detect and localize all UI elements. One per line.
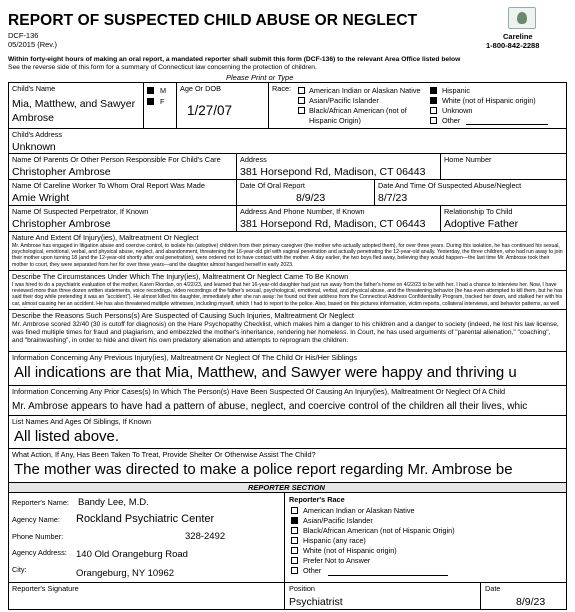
- date-value[interactable]: 8/9/23: [516, 596, 546, 608]
- reporter-race-white-checkbox[interactable]: [291, 547, 298, 554]
- age-label: Age Or DOB: [180, 84, 221, 93]
- reporter-race-label: Reporter's Race: [289, 495, 345, 504]
- reasons-label: Describe the Reasons Such Persons(s) Are Suspected of Causing Such Injuries, Maltreatment Or Neglect: [12, 311, 354, 320]
- print-note: Please Print or Type: [226, 73, 294, 82]
- sex-m-label: M: [160, 86, 167, 95]
- signature-field[interactable]: [12, 594, 278, 608]
- reporter-race-amind-checkbox[interactable]: [291, 507, 298, 514]
- reporter-race-black-checkbox[interactable]: [291, 527, 298, 534]
- circumstances-label: Describe The Circumstances Under Which The Injury(ies), Maltreatment Or Neglect Came To Be Known: [12, 272, 349, 281]
- sex-f-label: F: [160, 97, 165, 106]
- child-address-value[interactable]: Unknown: [12, 141, 56, 153]
- reporter-race-other-checkbox[interactable]: [291, 567, 298, 574]
- nature-text[interactable]: Mr. Ambrose has engaged in litigation abuse and coercive control, to isolate his (adoptive) children from their primary caregiver (the mother who actually adopted them), for over three years. During this isolation, he has continued his sexual, psychological, emotional, verbal, and physical abuse, neglect, and abandonment, threatening the 16-year-old girl with vaginal penetration and actually penetrating the 12-year-old anally. Yesterday, the three children, who had run away to join their mother upon turning 18 (and the 12-year-old shortly after oral penetration), were ordered not to have contact with the mother. A day earlier, the two boys fled away, believing they would happen—the last time Mr. Ambrose took their mother to court, they were separated from her for over three years—and the daughter almost hanged herself in early 2023.: [12, 243, 563, 268]
- sex-f-checkbox[interactable]: [147, 98, 154, 105]
- reporter-race-white-label: White (not of Hispanic origin): [303, 546, 397, 555]
- perpetrator-address-value[interactable]: 381 Horsepond Rd, Madison, CT 06443: [240, 218, 426, 230]
- race-hispanic-checkbox[interactable]: [430, 87, 437, 94]
- relationship-value[interactable]: Adoptive Father: [444, 218, 519, 230]
- race-hispanic-label: Hispanic: [442, 86, 470, 95]
- race-asian-label: Asian/Pacific Islander: [309, 96, 379, 105]
- previous-label: Information Concerning Any Previous Injury(ies), Maltreatment Or Neglect Of The Child Or His/Her Siblings: [12, 353, 357, 362]
- action-label: What Action, If Any, Has Been Taken To Treat, Provide Shelter Or Otherwise Assist The Child?: [12, 450, 316, 459]
- reporter-race-prefer-not-label: Prefer Not to Answer: [303, 556, 371, 565]
- careline-worker-value[interactable]: Amie Wright: [12, 192, 69, 204]
- reporter-race-prefer-not-checkbox[interactable]: [291, 557, 298, 564]
- home-number-label: Home Number: [444, 155, 492, 164]
- agency-name-value[interactable]: Rockland Psychiatric Center: [76, 513, 215, 525]
- prior-cases-label: Information Concerning Any Prior Cases(s) In Which The Person(s) Have Been Suspected Of Causing An Injury(ies), Maltreatment Or Neglect Of A Child: [12, 387, 506, 396]
- previous-text[interactable]: All indications are that Mia, Matthew, and Sawyer were happy and thriving u: [14, 364, 517, 381]
- form-revision: 05/2015 (Rev.): [8, 40, 58, 49]
- reasons-text[interactable]: Mr. Ambrose scored 32/40 (30 is cutoff for diagnosis) on the Hare Psychopathy Checklist, which makes him a danger to his children and a danger to society (indeed, he lost his law license, was fined multiple times for fraud and plagiarism, and embezzled the mother's inheritance, rendering her homeless. In Court, he has used arguments of "parental alienation," "coaching", and "brainwashing", in order to hide and divert his own predatory alienation and attempts to reprogram the children.: [12, 321, 559, 345]
- reporter-name-label: Reporter's Name:: [12, 498, 69, 507]
- nature-label: Nature And Extent Of Injury(ies), Maltreatment Or Neglect: [12, 233, 199, 242]
- parents-label: Name Of Parents Or Other Person Responsible For Child's Care: [12, 155, 221, 164]
- reporter-race-hispanic-label: Hispanic (any race): [303, 536, 366, 545]
- city-label: City:: [12, 565, 27, 574]
- reporter-race-other-label: Other: [303, 566, 322, 575]
- action-text[interactable]: The mother was directed to make a police report regarding Mr. Ambrose be: [14, 461, 513, 478]
- child-names-line1[interactable]: Mia, Matthew, and Sawyer: [12, 98, 136, 110]
- siblings-label: List Names And Ages Of Siblings, If Known: [12, 417, 152, 426]
- race-black-label-cont: Hispanic Origin): [309, 116, 361, 125]
- parents-address-value[interactable]: 381 Horsepond Rd, Madison, CT 06443: [240, 166, 426, 178]
- abuse-date-value[interactable]: 8/7/23: [378, 192, 408, 204]
- perpetrator-address-label: Address And Phone Number, If Known: [240, 207, 365, 216]
- reporter-race-hispanic-checkbox[interactable]: [291, 537, 298, 544]
- circumstances-text[interactable]: I was hired to do a psychiatric evaluation of the mother, Karen Riordan, on 4/22/23, and learned that her 16-year-old daughter had just run away from the father's home on 4/22/23 to be with her. I had a chance to interview her. Now, I have reviewed more than three dozen written statements, voice recordings, video recordings of the father's sexual, psychological, emotional, verbal, and physical abuse, and the threatening behavior (he has even attempted to kill them, but he has said their dog while pretending it was an "accident"). He almost killed his daughter, immediately after she ran away: he found out their address from the Connecticut Address Confidentiality Program, tracked her down, and stalked her with his car, almost causing her an accident. He has also threatened multiple witnesses, including myself, which I had to report to the police. Also, based on this pictures information, victim reports, collateral interviews, and behavior patterns, as well: [12, 282, 563, 307]
- race-black-checkbox[interactable]: [298, 107, 305, 114]
- child-address-label: Child's Address: [12, 130, 63, 139]
- reporter-race-asian-checkbox[interactable]: [291, 517, 298, 524]
- race-label: Race:: [272, 84, 292, 93]
- child-name-label: Child's Name: [12, 84, 56, 93]
- age-value[interactable]: 1/27/07: [187, 103, 233, 118]
- relationship-label: Relationship To Child: [444, 207, 513, 216]
- reporter-race-amind-label: American Indian or Alaskan Native: [303, 506, 415, 515]
- race-amind-checkbox[interactable]: [298, 87, 305, 94]
- signature-label: Reporter's Signature: [12, 584, 79, 593]
- oral-report-date-label: Date Of Oral Report: [240, 181, 305, 190]
- race-amind-label: American Indian or Alaskan Native: [309, 86, 421, 95]
- reporter-race-black-label: Black/African American (not of Hispanic Origin): [303, 526, 455, 535]
- abuse-date-label: Date And Time Of Suspected Abuse/Neglect: [378, 181, 522, 190]
- race-asian-checkbox[interactable]: [298, 97, 305, 104]
- date-label: Date: [485, 584, 501, 593]
- race-black-label: Black/African American (not of: [309, 106, 407, 115]
- city-value[interactable]: Orangeburg, NY 10962: [76, 568, 175, 579]
- perpetrator-label: Name Of Suspected Perpetrator, If Known: [12, 207, 149, 216]
- careline-label: Careline: [503, 32, 533, 41]
- agency-name-label: Agency Name:: [12, 515, 60, 524]
- oral-report-date-value[interactable]: 8/9/23: [296, 192, 326, 204]
- form-title: REPORT OF SUSPECTED CHILD ABUSE OR NEGLECT: [8, 12, 418, 29]
- phone-number-value[interactable]: 328-2492: [185, 531, 226, 542]
- parents-value[interactable]: Christopher Ambrose: [12, 166, 111, 178]
- reporter-name-value[interactable]: Bandy Lee, M.D.: [78, 497, 149, 508]
- race-unknown-label: Unknown: [442, 106, 473, 115]
- agency-address-label: Agency Address:: [12, 548, 67, 557]
- reporter-race-asian-label: Asian/Pacific Islander: [303, 516, 373, 525]
- race-other-checkbox[interactable]: [430, 117, 437, 124]
- careline-worker-label: Name Of Careline Worker To Whom Oral Report Was Made: [12, 181, 205, 190]
- state-seal-icon: [508, 7, 536, 29]
- siblings-text[interactable]: All listed above.: [14, 428, 120, 445]
- instructions-bold: Within forty-eight hours of making an oral report, a mandated reporter shall submit this form (DCF-136) to the relevant Area Office listed below: [8, 56, 461, 63]
- race-unknown-checkbox[interactable]: [430, 107, 437, 114]
- perpetrator-value[interactable]: Christopher Ambrose: [12, 218, 111, 230]
- race-white-label: White (not of Hispanic origin): [442, 96, 536, 105]
- race-other-label: Other: [442, 116, 461, 125]
- phone-number-label: Phone Number:: [12, 532, 64, 541]
- reporter-section-title: REPORTER SECTION: [248, 483, 325, 492]
- race-white-checkbox[interactable]: [430, 97, 437, 104]
- parents-address-label: Address: [240, 155, 267, 164]
- prior-cases-text[interactable]: Mr. Ambrose appears to have had a pattern of abuse, neglect, and coercive control of the children all their lives, whic: [12, 401, 528, 412]
- careline-phone: 1-800-842-2288: [486, 41, 540, 50]
- agency-address-value[interactable]: 140 Old Orangeburg Road: [76, 549, 188, 560]
- form-number: DCF-136: [8, 31, 39, 40]
- instructions: See the reverse side of this form for a summary of Connecticut law concerning the protection of children.: [8, 64, 317, 71]
- sex-m-checkbox[interactable]: [147, 87, 154, 94]
- position-label: Position: [289, 584, 315, 593]
- child-names-line2[interactable]: Ambrose: [12, 112, 55, 124]
- position-value[interactable]: Psychiatrist: [289, 596, 343, 608]
